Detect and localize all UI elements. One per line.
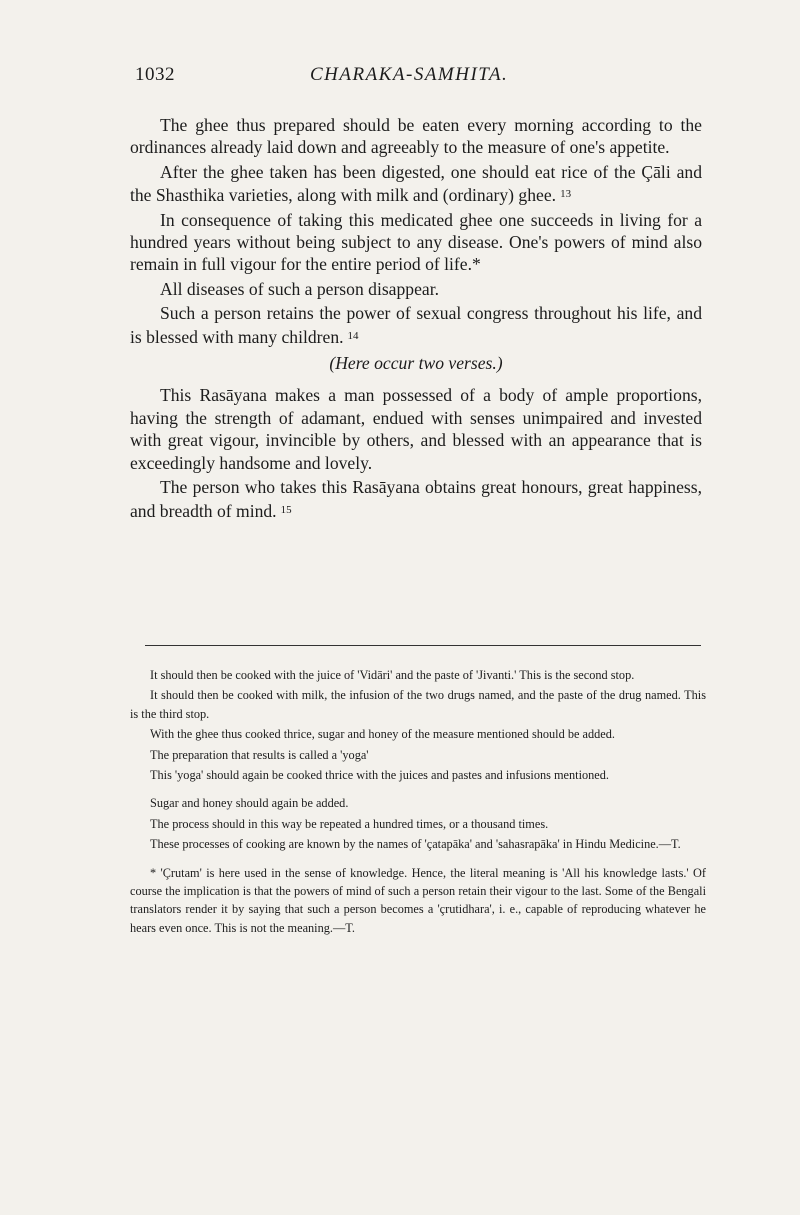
footnote-8: These processes of cooking are known by the names of 'çatapāka' and 'sahasrapāka' in Hindu Medicine.—T.	[150, 837, 681, 852]
page-number: 1032	[135, 64, 175, 85]
verse-number: 14	[347, 329, 359, 342]
footnote-3: With the ghee thus cooked thrice, sugar and honey of the measure mentioned should be added.	[150, 727, 615, 742]
footnote-5: This 'yoga' should again be cooked thrice with the juices and pastes and infusions mentioned.	[150, 768, 609, 783]
paragraph-7: The person who takes this Rasāyana obtains great honours, great happiness, and breadth of mind. $^{15}$	[130, 477, 702, 521]
paragraph-3: In consequence of taking this medicated ghee one succeeds in living for a hundred years without being subject to any disease. One's powers of mind also remain in full vigour for the entire period of life.*	[130, 209, 702, 275]
verse-number: 15	[280, 503, 292, 516]
running-title: CHARAKA-SAMHITA.	[310, 64, 509, 85]
verse-number: 13	[560, 188, 572, 201]
page-header	[135, 64, 735, 90]
paragraph-4: All diseases of such a person disappear.	[160, 278, 439, 299]
paragraph-2: After the ghee taken has been digested, one should eat rice of the Çāli and the Shasthika varieties, along with milk and (ordinary) ghee. $^{13}$	[130, 161, 702, 206]
footnote-asterisk: * 'Çrutam' is here used in the sense of knowledge. Hence, the literal meaning is 'All his knowledge lasts.' Of course the implication is that the powers of mind of such a person retain their vigour to the last. Some of the Bengali translators render it by saying that such a person becomes a 'çrutidhara', i. e., capable of reproducing whatever he hears even once. This is not the meaning.—T.	[130, 865, 706, 935]
footnote-6: Sugar and honey should again be added.	[150, 796, 349, 811]
paragraph-1: The ghee thus prepared should be eaten every morning according to the ordinances already laid down and agreeably to the measure of one's appetite.	[130, 115, 702, 158]
footnotes	[130, 666, 706, 939]
footnote-4: The preparation that results is called a 'yoga'	[150, 747, 369, 762]
footnote-7: The process should in this way be repeated a hundred times, or a thousand times.	[150, 816, 549, 831]
footnote-divider	[145, 645, 701, 646]
verse-note: (Here occur two verses.)	[329, 353, 503, 374]
main-text	[130, 114, 702, 524]
footnote-2: It should then be cooked with milk, the infusion of the two drugs named, and the paste of the drug named. This is the third stop.	[130, 688, 706, 721]
paragraph-6: This Rasāyana makes a man possessed of a body of ample proportions, having the strength of adamant, endued with senses unimpaired and invested with great vigour, invincible by others, and blessed with an appearance that is exceedingly handsome and lovely.	[130, 385, 702, 473]
paragraph-5: Such a person retains the power of sexual congress throughout his life, and is blessed with many children. $^{14}$	[130, 303, 702, 347]
footnote-1: It should then be cooked with the juice of 'Vidāri' and the paste of 'Jivanti.' This is the second stop.	[150, 668, 635, 682]
